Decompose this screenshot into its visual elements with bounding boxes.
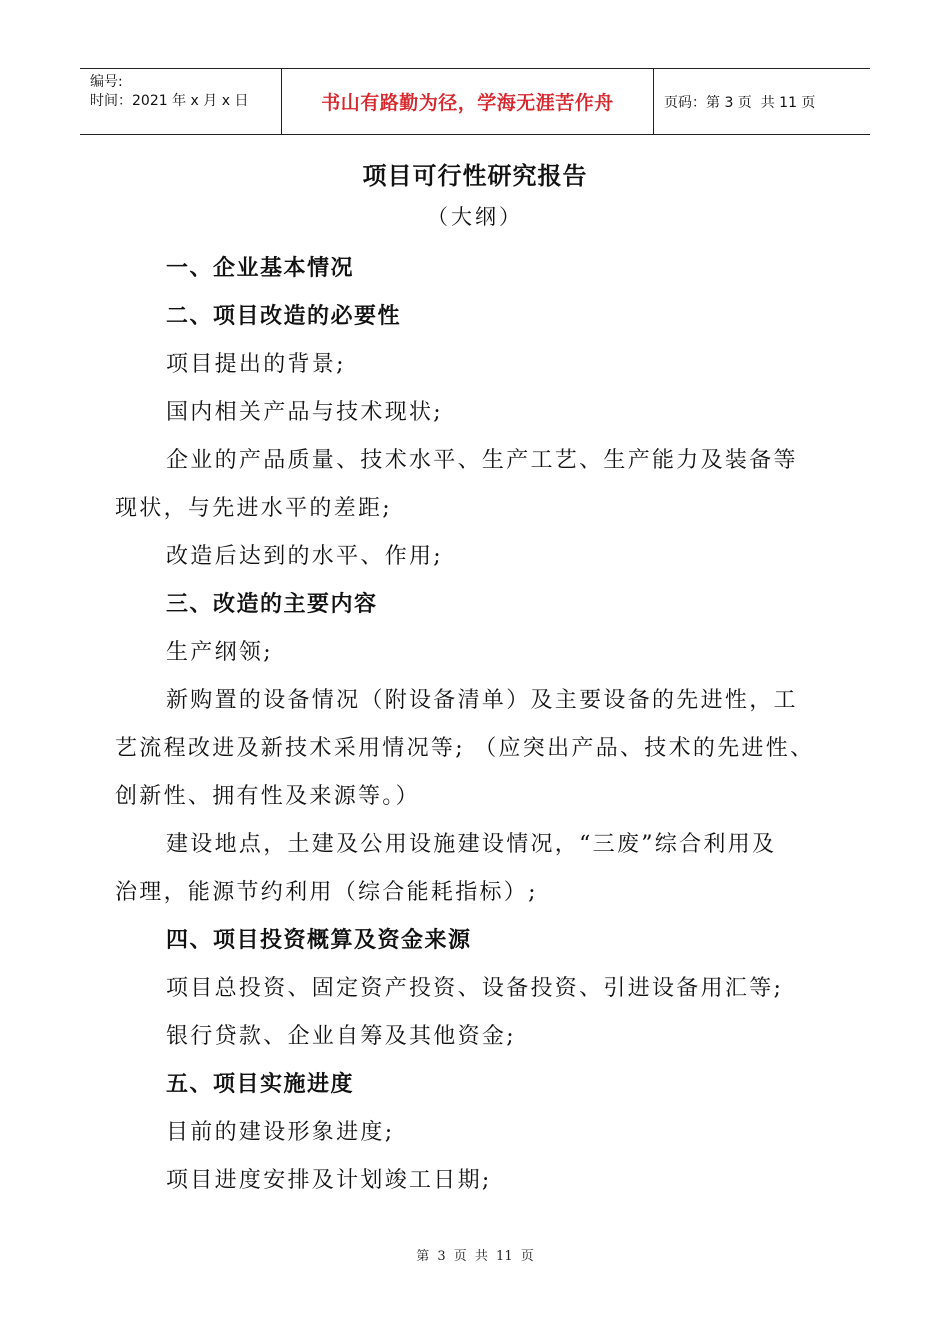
body-line: 国内相关产品与技术现状; <box>166 400 444 425</box>
section-heading: 二、项目改造的必要性 <box>166 304 402 329</box>
body-line: 治理，能源节约利用（综合能耗指标）; <box>115 880 538 905</box>
body-line: 艺流程改进及新技术采用情况等; （应突出产品、技术的先进性、 <box>115 736 815 761</box>
section-heading: 五、项目实施进度 <box>166 1072 355 1097</box>
body-line: 银行贷款、企业自筹及其他资金; <box>166 1024 516 1049</box>
body-line: 新购置的设备情况（附设备清单）及主要设备的先进性，工 <box>166 688 798 713</box>
header-date-label: 时间：2021 年 x 月 x 日 <box>90 93 249 109</box>
body-line: 现状，与先进水平的差距; <box>115 496 393 521</box>
document-title: 项目可行性研究报告 <box>362 162 588 190</box>
document-body <box>115 245 865 1205</box>
page-footer: 第 3 页 共 11 页 <box>416 1249 534 1264</box>
header-page-info: 页码：第 3 页 共 11 页 <box>664 94 816 111</box>
body-line: 生产纲领; <box>166 640 273 665</box>
body-line: 目前的建设形象进度; <box>166 1120 395 1145</box>
body-line: 建设地点，土建及公用设施建设情况，“三废”综合利用及 <box>166 832 777 857</box>
body-line: 创新性、拥有性及来源等。） <box>115 784 420 809</box>
body-line: 改造后达到的水平、作用; <box>166 544 444 569</box>
section-heading: 三、改造的主要内容 <box>166 592 378 617</box>
header-meta <box>80 69 282 134</box>
body-line: 项目总投资、固定资产投资、设备投资、引进设备用汇等; <box>166 976 784 1001</box>
header-motto: 书山有路勤为径，学海无涯苦作舟 <box>282 69 654 134</box>
header-number-label: 编号: <box>90 74 123 90</box>
body-line: 项目进度安排及计划竣工日期; <box>166 1168 492 1193</box>
body-line: 企业的产品质量、技术水平、生产工艺、生产能力及装备等 <box>166 448 798 473</box>
section-heading: 四、项目投资概算及资金来源 <box>166 928 472 953</box>
page-header <box>80 68 870 135</box>
document-subtitle: （大纲） <box>427 205 523 229</box>
section-heading: 一、企业基本情况 <box>166 256 355 281</box>
body-line: 项目提出的背景; <box>166 352 346 377</box>
